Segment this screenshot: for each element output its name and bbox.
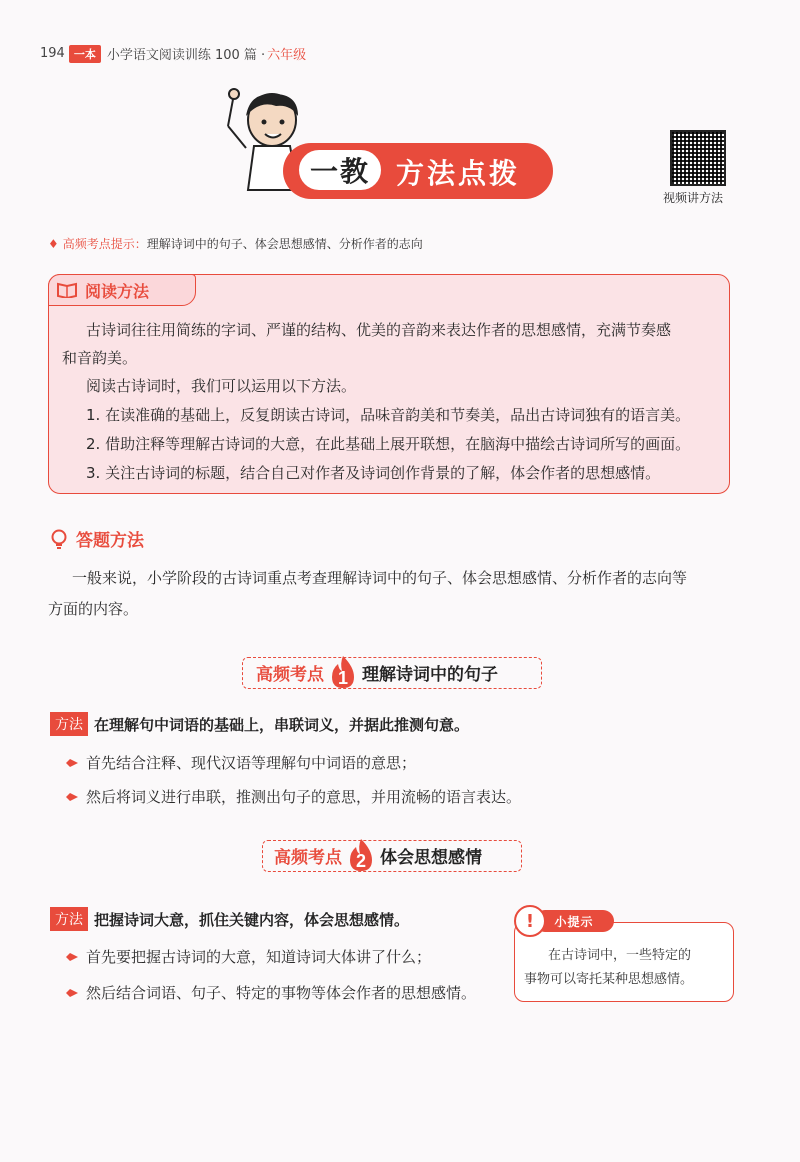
point1-bullet-1-text: 首先结合注释、现代汉语等理解句中词语的意思； (86, 754, 417, 772)
hint-title: 小提示 (534, 910, 614, 932)
key-point-1-banner (242, 655, 498, 689)
flame-number-1-icon (328, 655, 358, 689)
reading-para1-line2: 和音韵美。 (62, 349, 138, 367)
brand-badge: 一本 (69, 45, 101, 63)
key-point-2-label: 高频考点 (274, 847, 342, 868)
flame-number-2-icon (346, 838, 376, 872)
method-tag: 方法 (50, 907, 88, 931)
point1-method (50, 712, 469, 736)
title-banner-left: 一教 (296, 147, 384, 193)
reading-method-tab (48, 274, 196, 306)
key-point-2-banner (262, 838, 482, 872)
reading-item1: 1. 在读准确的基础上，反复朗读古诗词，品味音韵美和节奏美，品出古诗词独有的语言美。 (86, 406, 691, 424)
tip-text: 理解诗词中的句子、体会思想感情、分析作者的志向 (146, 237, 423, 251)
key-point-2-name: 体会思想感情 (380, 847, 482, 868)
point1-method-text: 在理解句中词语的基础上，串联词义，并据此推测句意。 (94, 715, 470, 734)
reading-method-title: 阅读方法 (85, 281, 150, 301)
point1-bullet-2-text: 然后将词义进行串联，推测出句子的意思，并用流畅的语言表达。 (86, 788, 522, 806)
hint-line-1: 在古诗词中，一些特定的 (548, 948, 692, 963)
reading-para1-line1: 古诗词往往用简练的字词、严谨的结构、优美的音韵来表达作者的思想感情，充满节奏感 (86, 321, 672, 339)
point2-bullet-1-text: 首先要把握古诗词的大意，知道诗词大体讲了什么； (86, 948, 432, 966)
pencil-bullet-icon (66, 989, 78, 997)
reading-para2: 阅读古诗词时，我们可以运用以下方法。 (86, 377, 357, 395)
key-point-1-label: 高频考点 (256, 664, 324, 685)
qr-code-icon[interactable] (670, 130, 726, 186)
pencil-bullet-icon (66, 759, 78, 767)
point2-method (50, 907, 409, 931)
grade-label: 六年级 (267, 48, 307, 63)
qr-label: 视频讲方法 (663, 191, 724, 205)
key-point-1-name: 理解诗词中的句子 (362, 664, 498, 685)
page-header (40, 44, 306, 63)
point2-bullet-2 (66, 982, 476, 1003)
point2-bullet-2-text: 然后结合词语、句子、特定的事物等体会作者的思想感情。 (86, 984, 477, 1002)
key-point-1-number: 1 (337, 668, 349, 688)
point1-bullet-2 (66, 786, 521, 807)
title-banner-right: 方法点拨 (396, 157, 521, 190)
answer-method-heading (50, 526, 144, 551)
point1-bullet-1 (66, 752, 416, 773)
lightbulb-icon (50, 529, 68, 549)
hint-line-2: 事物可以寄托某种思想感情。 (524, 972, 694, 987)
point2-method-text: 把握诗词大意，抓住关键内容，体会思想感情。 (94, 910, 410, 929)
reading-item2: 2. 借助注释等理解古诗词的大意，在此基础上展开联想，在脑海中描绘古诗词所写的画面。 (86, 435, 691, 453)
tip-label: 高频考点提示： (62, 237, 147, 251)
page-number: 194 (40, 46, 65, 61)
key-points-tip (48, 235, 423, 252)
book-icon (57, 282, 77, 298)
answer-method-line1: 一般来说，小学阶段的古诗词重点考查理解诗词中的句子、体会思想感情、分析作者的志向等 (72, 569, 688, 587)
answer-method-line2: 方面的内容。 (48, 600, 139, 618)
method-tag: 方法 (50, 712, 88, 736)
pencil-bullet-icon (66, 793, 78, 801)
answer-method-title: 答题方法 (76, 531, 144, 551)
exclamation-icon: ! (514, 905, 546, 937)
reading-item3: 3. 关注古诗词的标题，结合自己对作者及诗词创作背景的了解，体会作者的思想感情。 (86, 464, 661, 482)
key-point-2-number: 2 (355, 851, 367, 871)
point2-bullet-1 (66, 946, 431, 967)
book-title: 小学语文阅读训练 100 篇 · (106, 48, 266, 63)
pencil-bullet-icon (66, 953, 78, 961)
flame-icon: ♦ (48, 236, 59, 251)
